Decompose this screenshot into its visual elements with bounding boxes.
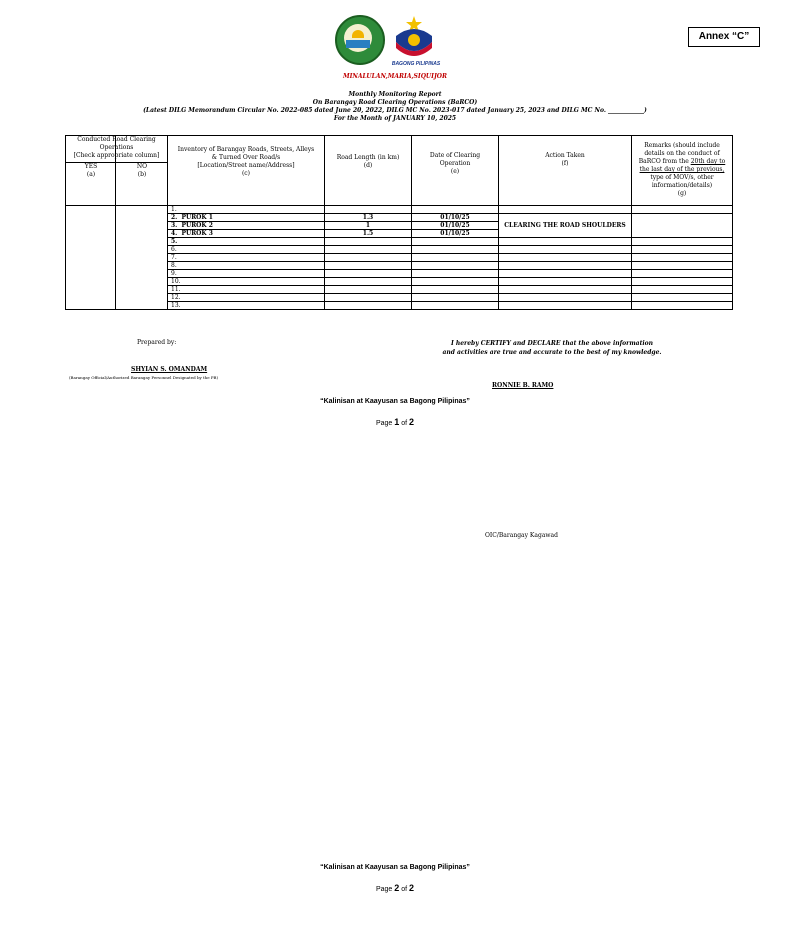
row-6-name [168, 246, 325, 254]
row-7-num: 7. [171, 254, 177, 261]
header-remarks-line3a: BaRCO from the [638, 158, 691, 165]
row-1-date [412, 206, 499, 214]
preparer-name: SHYIAN S. OMANDAM [131, 366, 208, 373]
seal-sun-icon [352, 30, 364, 38]
motto-page-1: “Kalinisan at Kaayusan sa Bagong Pilipinas” [320, 398, 470, 405]
row-2-num: 2. [171, 214, 178, 221]
header-remarks [632, 136, 733, 206]
row-4-name [168, 230, 325, 238]
header-inventory-code: (c) [241, 170, 251, 177]
page-number-2 [0, 883, 790, 893]
row-1-action [499, 206, 632, 214]
row-6-num: 6. [171, 246, 177, 253]
row-9-name [168, 270, 325, 278]
header-action-code: (f) [561, 160, 569, 167]
row-10-num: 10. [171, 278, 181, 285]
prepared-by-label: Prepared by: [137, 339, 177, 346]
header-date-line2: Operation [439, 160, 471, 167]
report-month: For the Month of JANUARY 10, 2025 [333, 115, 457, 122]
row-1-length [325, 206, 412, 214]
header-road-length [325, 136, 412, 206]
row-11-num: 11. [171, 286, 181, 293]
row-9-length [325, 270, 412, 278]
row-2-date: 01/10/25 [412, 214, 499, 222]
row-6-remarks [632, 246, 733, 254]
header-inventory [168, 136, 325, 206]
row-11-remarks [632, 286, 733, 294]
certification-text [430, 339, 674, 357]
header-conducted-line3: [Check appropriate column] [73, 152, 160, 159]
row-13-remarks [632, 302, 733, 310]
row-8-num: 8. [171, 262, 177, 269]
row-8-action [499, 262, 632, 270]
page-1-word: Page [375, 420, 393, 427]
header-date-code: (e) [450, 168, 460, 175]
header-yes: YES [84, 163, 98, 170]
report-subtitle: On Barangay Road Clearing Operations (BaRCO) [312, 99, 478, 106]
row-8-length [325, 262, 412, 270]
page-number-1 [0, 417, 790, 427]
header-conducted-line2: Operations [99, 144, 134, 151]
certification-line1: I hereby CERTIFY and DECLARE that the above information [450, 340, 653, 347]
seal-sea-icon [346, 40, 370, 48]
row-11-action [499, 286, 632, 294]
header-remarks-line5: type of MOV/s, other [650, 174, 714, 181]
header-inventory-line2: & Turned Over Road/s [211, 154, 281, 161]
row-7-date [412, 254, 499, 262]
header-no: NO [136, 163, 148, 170]
location: MINALULAN,MARIA,SIQUIJOR [342, 73, 448, 80]
page-2-of: of [401, 886, 408, 893]
header-action [499, 136, 632, 206]
row-11-length [325, 286, 412, 294]
certifier-name: RONNIE B. RAMO [492, 382, 554, 389]
row-9-remarks [632, 270, 733, 278]
page-1-of: of [401, 420, 408, 427]
row-1-name [168, 206, 325, 214]
row-12-name [168, 294, 325, 302]
header-yes-code: (a) [86, 171, 96, 178]
row-9-date [412, 270, 499, 278]
header-date [412, 136, 499, 206]
bagong-pilipinas-logo-icon [390, 14, 438, 64]
row-12-length [325, 294, 412, 302]
header-remarks-line2: details on the conduct of [644, 150, 720, 157]
header-road-length-label: Road Length (in km) [336, 154, 400, 161]
row-4-purok: PUROK 3 [181, 230, 213, 237]
page-1-num: 1 [394, 417, 400, 427]
header-no-code: (b) [137, 171, 147, 178]
certification-line2: and activities are true and accurate to the best of my knowledge. [442, 349, 662, 356]
row-13-num: 13. [171, 302, 181, 309]
action-taken-cell: CLEARING THE ROAD SHOULDERS [499, 214, 632, 238]
header-remarks-line3b: 20th day to [690, 158, 726, 165]
row-11-name [168, 286, 325, 294]
yes-column-cell [66, 206, 116, 310]
row-8-remarks [632, 262, 733, 270]
row-4-date: 01/10/25 [412, 230, 499, 238]
header-remarks-line1: Remarks (should include [644, 142, 720, 149]
report-title: Monthly Monitoring Report [348, 91, 442, 98]
header-remarks-line6: information/details) [651, 182, 713, 189]
row-1-num: 1. [171, 206, 177, 213]
header-inventory-line3: [Location/Street name/Address] [197, 162, 295, 169]
row-3-length: 1 [325, 222, 412, 230]
row-8-date [412, 262, 499, 270]
header-no-cell [116, 136, 168, 206]
row-3-date: 01/10/25 [412, 222, 499, 230]
row-2-purok: PUROK 1 [181, 214, 213, 221]
row-5-num: 5. [171, 238, 178, 245]
annex-label: Annex “C” [688, 27, 760, 47]
header-remarks-line3 [634, 158, 730, 166]
row-12-remarks [632, 294, 733, 302]
row-12-action [499, 294, 632, 302]
header-action-label: Action Taken [545, 152, 585, 159]
row-3-num: 3. [171, 222, 178, 229]
row-13-action [499, 302, 632, 310]
row-4-length: 1.5 [325, 230, 412, 238]
header-road-length-code: (d) [363, 162, 373, 169]
header-inventory-line1: Inventory of Barangay Roads, Streets, Alleys [177, 146, 315, 153]
row-7-remarks [632, 254, 733, 262]
header-date-line1: Date of Clearing [429, 152, 481, 159]
row-5-date [412, 238, 499, 246]
page-2-word: Page [375, 886, 393, 893]
row-5-action [499, 238, 632, 246]
row-9-action [499, 270, 632, 278]
row-13-name [168, 302, 325, 310]
remarks-merged-cell [632, 214, 733, 238]
row-5-name [168, 238, 325, 246]
row-10-remarks [632, 278, 733, 286]
row-10-length [325, 278, 412, 286]
row-3-name [168, 222, 325, 230]
row-10-date [412, 278, 499, 286]
row-7-action [499, 254, 632, 262]
row-7-name [168, 254, 325, 262]
header-conducted-line1: Conducted Road Clearing [77, 136, 156, 143]
row-10-name [168, 278, 325, 286]
header-remarks-code: (g) [677, 190, 687, 197]
row-6-length [325, 246, 412, 254]
row-5-length [325, 238, 412, 246]
row-9-num: 9. [171, 270, 177, 277]
report-reference: (Latest DILG Memorandum Circular No. 2022-085 dated June 20, 2022, DILG MC No. 2023-017 dated January 25, 2023 and DILG MC No. ____________) [143, 107, 647, 114]
row-13-date [412, 302, 499, 310]
row-13-length [325, 302, 412, 310]
row-12-num: 12. [171, 294, 181, 301]
motto-page-2: “Kalinisan at Kaayusan sa Bagong Pilipinas” [320, 864, 470, 871]
row-5-remarks [632, 238, 733, 246]
row-8-name [168, 262, 325, 270]
row-12-date [412, 294, 499, 302]
row-7-length [325, 254, 412, 262]
preparer-role: (Barangay Official/Authorized Barangay Personnel Designated by the PB) [69, 375, 219, 380]
row-10-action [499, 278, 632, 286]
row-6-date [412, 246, 499, 254]
row-1-remarks [632, 206, 733, 214]
row-6-action [499, 246, 632, 254]
monitoring-table [65, 135, 733, 310]
header-remarks-line4: the last day of the previous, [639, 166, 725, 173]
no-column-cell [116, 206, 168, 310]
bagong-pilipinas-text: BAGONG PILIPINAS [391, 61, 441, 67]
row-11-date [412, 286, 499, 294]
row-2-length: 1.3 [325, 214, 412, 222]
row-4-num: 4. [171, 230, 178, 237]
page-2-total: 2 [409, 883, 415, 893]
page-2-num: 2 [394, 883, 400, 893]
row-3-purok: PUROK 2 [181, 222, 213, 229]
row-2-name [168, 214, 325, 222]
page-1-total: 2 [409, 417, 415, 427]
certifier-role: OIC/Barangay Kagawad [485, 532, 558, 539]
